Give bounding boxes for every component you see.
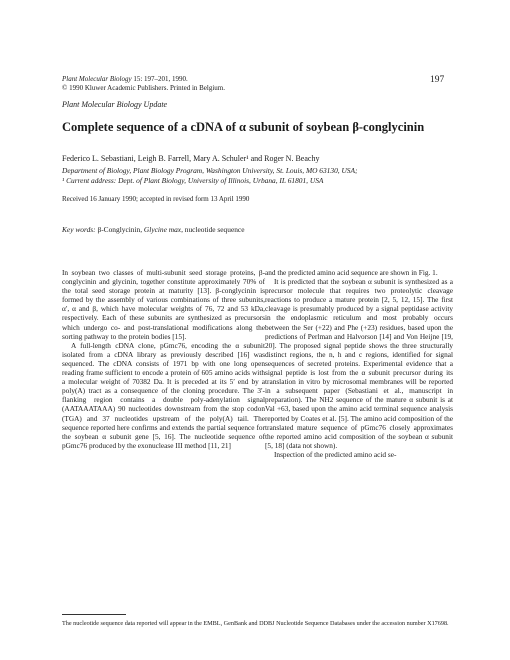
journal-header — [62, 75, 225, 93]
affiliations — [62, 166, 357, 186]
paragraph: Inspection of the predicted amino acid se- — [274, 449, 397, 459]
keywords — [62, 225, 245, 234]
keyword-species: Glycine max — [143, 225, 182, 234]
keywords-label: Key words: — [62, 225, 96, 234]
authors: Federico L. Sebastiani, Leigh B. Farrell, Mary A. Schuler¹ and Roger N. Beachy — [62, 154, 320, 163]
paragraph: In soybean two classes of multi-subunit seed storage proteins, β-conglycinin and glycinin, together constitute approximately 70% of the total seed storage protein at maturity [13]. β-conglycinin is formed by the assembly of various combinations of three subunits, α′, α and β, which have molecular weights of 76, 72 and 53 kDa, respectively. Each of these subunits are synthesized as precursors which undergo co- and post-translational modifications along the sorting pathway to the protein bodies [15]. — [62, 268, 265, 341]
page-number: 197 — [430, 75, 445, 85]
affiliation-current: ¹ Current address: Dept. of Plant Biology, University of Illinois, Urbana, IL 61801, USA — [62, 176, 324, 185]
journal-name: Plant Molecular Biology — [62, 75, 132, 83]
paragraph: and the predicted amino acid sequence are shown in Fig. 1. — [265, 268, 438, 277]
journal-citation: 15: 197–201, 1990. — [131, 75, 188, 83]
footnote: The nucleotide sequence data reported will appear in the EMBL, GenBank and DDBJ Nucleotide Sequence Databases under the accession number X17698. — [62, 620, 449, 627]
received-dates: Received 16 January 1990; accepted in revised form 13 April 1990 — [62, 195, 250, 203]
paragraph: It is predicted that the soybean α subunit is synthesized as a precursor molecule that requires two proteolytic cleavage reactions to produce a mature protein [2, 5, 12, 15]. The first cleavage is presumably produced by a signal peptidase activity in the endoplasmic reticulum and most probably occurs between the Ser (+22) and Phe (+23) residues, based upon the predictions of Perlman and Halvorson [14] and Von Heijne [19, 20]. The proposed signal peptide shows the three structurally distinct regions, the n, h and c regions, identified for signal sequences of secreted proteins. Experimental evidence that a signal peptide is lost from the α subunit precursor during its translation in vitro by microsomal membranes will be reported in a subsequent paper (Sebastiani et al., manuscript in preparation). The NH2 sequence of the mature α subunit is at Val +63, based upon the amino acid terminal sequence analysis reported by Coates et al. [5]. The amino acid composition of the translated mature sequence of pGmc76 closely approximates the reported amino acid composition of the soybean α subunit [5, 18] (data not shown). — [265, 277, 453, 450]
affiliation-primary: Department of Biology, Plant Biology Program, Washington University, St. Louis, MO 63130, USA; — [62, 166, 358, 175]
paragraph: A full-length cDNA clone, pGmc76, encoding the α subunit isolated from a cDNA library as previously described [16] was sequenced. The cDNA consists of 1971 bp with one long open reading frame sufficient to encode a protein of 605 amino acids with a molecular weight of 70382 Da. It is preceded at its 5′ end by a poly(A) tract as a consequence of the cloning procedure. The 3′-flanking region contains a double poly-adenylation signal (AATAAATAAA) 90 nucleotides downstream from the stop codon (TGA) and 37 nucleotides upstream of the poly(A) tail. The sequence reported here confirms and extends the partial sequence for the soybean α subunit gene [5, 16]. The nucleotide sequence of pGmc76 produced by the exonuclease III method [11, 21] — [62, 340, 265, 450]
footnote-rule — [62, 614, 126, 615]
body-column-left — [62, 268, 265, 450]
keyword-text-end: , nucleotide sequence — [181, 225, 245, 234]
article-title: Complete sequence of a cDNA of α subunit of soybean β-conglycinin — [62, 120, 425, 134]
body-column-right — [265, 268, 453, 459]
keyword-text: β-Conglycinin, — [95, 225, 144, 234]
copyright-line: © 1990 Kluwer Academic Publishers. Printed in Belgium. — [62, 84, 225, 92]
section-label: Plant Molecular Biology Update — [62, 100, 168, 109]
